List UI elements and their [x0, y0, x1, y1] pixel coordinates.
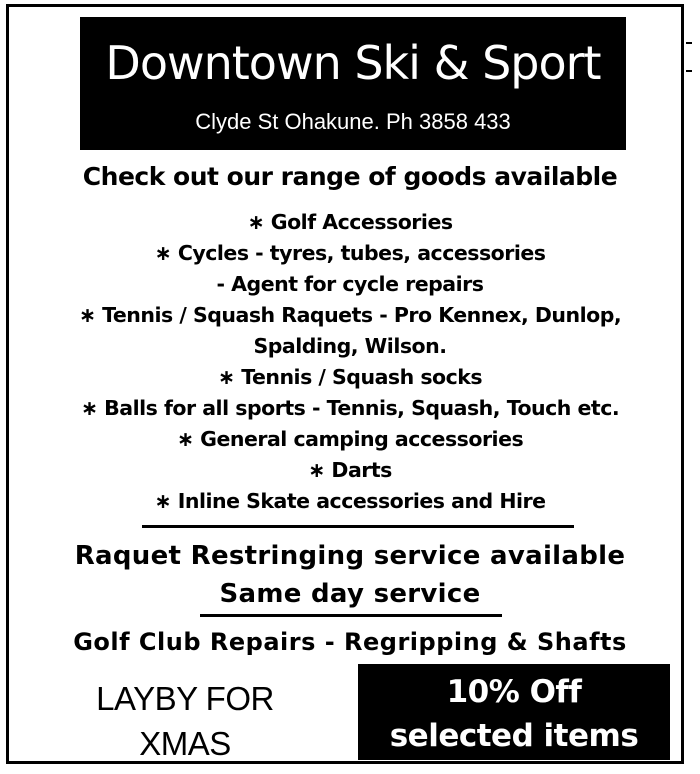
goods-list: [0, 207, 700, 517]
underline-rule: [200, 614, 502, 617]
goods-item: ∗ Tennis / Squash socks: [217, 365, 483, 389]
goods-item: ∗ Inline Skate accessories and Hire: [154, 489, 546, 513]
goods-item: Spalding, Wilson.: [253, 334, 447, 358]
shop-address: Clyde St Ohakune. Ph 3858 433: [195, 109, 511, 134]
edge-mark: [686, 42, 692, 44]
layby-line-1: LAYBY FOR: [96, 680, 274, 717]
header-banner: [80, 17, 626, 150]
discount-line-2: selected items: [389, 718, 639, 754]
intro-heading: Check out our range of goods available: [82, 162, 618, 191]
divider-rule: [142, 525, 574, 528]
goods-item: ∗ Tennis / Squash Raquets - Pro Kennex, Dunlop,: [78, 303, 622, 327]
goods-item: - Agent for cycle repairs: [216, 272, 484, 296]
discount-box: [358, 664, 670, 760]
restringing-service: Raquet Restringing service available: [74, 541, 626, 571]
edge-mark: [686, 70, 692, 72]
goods-item: ∗ Balls for all sports - Tennis, Squash, Touch etc.: [80, 396, 620, 420]
same-day-service: Same day service: [219, 579, 481, 609]
layby-line-2: XMAS: [139, 725, 231, 762]
goods-item: ∗ Darts: [308, 458, 392, 482]
golf-club-repairs: Golf Club Repairs - Regripping & Shafts: [73, 628, 627, 656]
shop-name: Downtown Ski & Sport: [105, 36, 601, 90]
layby-notice: [40, 676, 330, 766]
goods-item: ∗ Cycles - tyres, tubes, accessories: [154, 241, 546, 265]
discount-line-1: 10% Off: [446, 674, 582, 710]
goods-item: ∗ Golf Accessories: [247, 210, 453, 234]
goods-item: ∗ General camping accessories: [176, 427, 524, 451]
